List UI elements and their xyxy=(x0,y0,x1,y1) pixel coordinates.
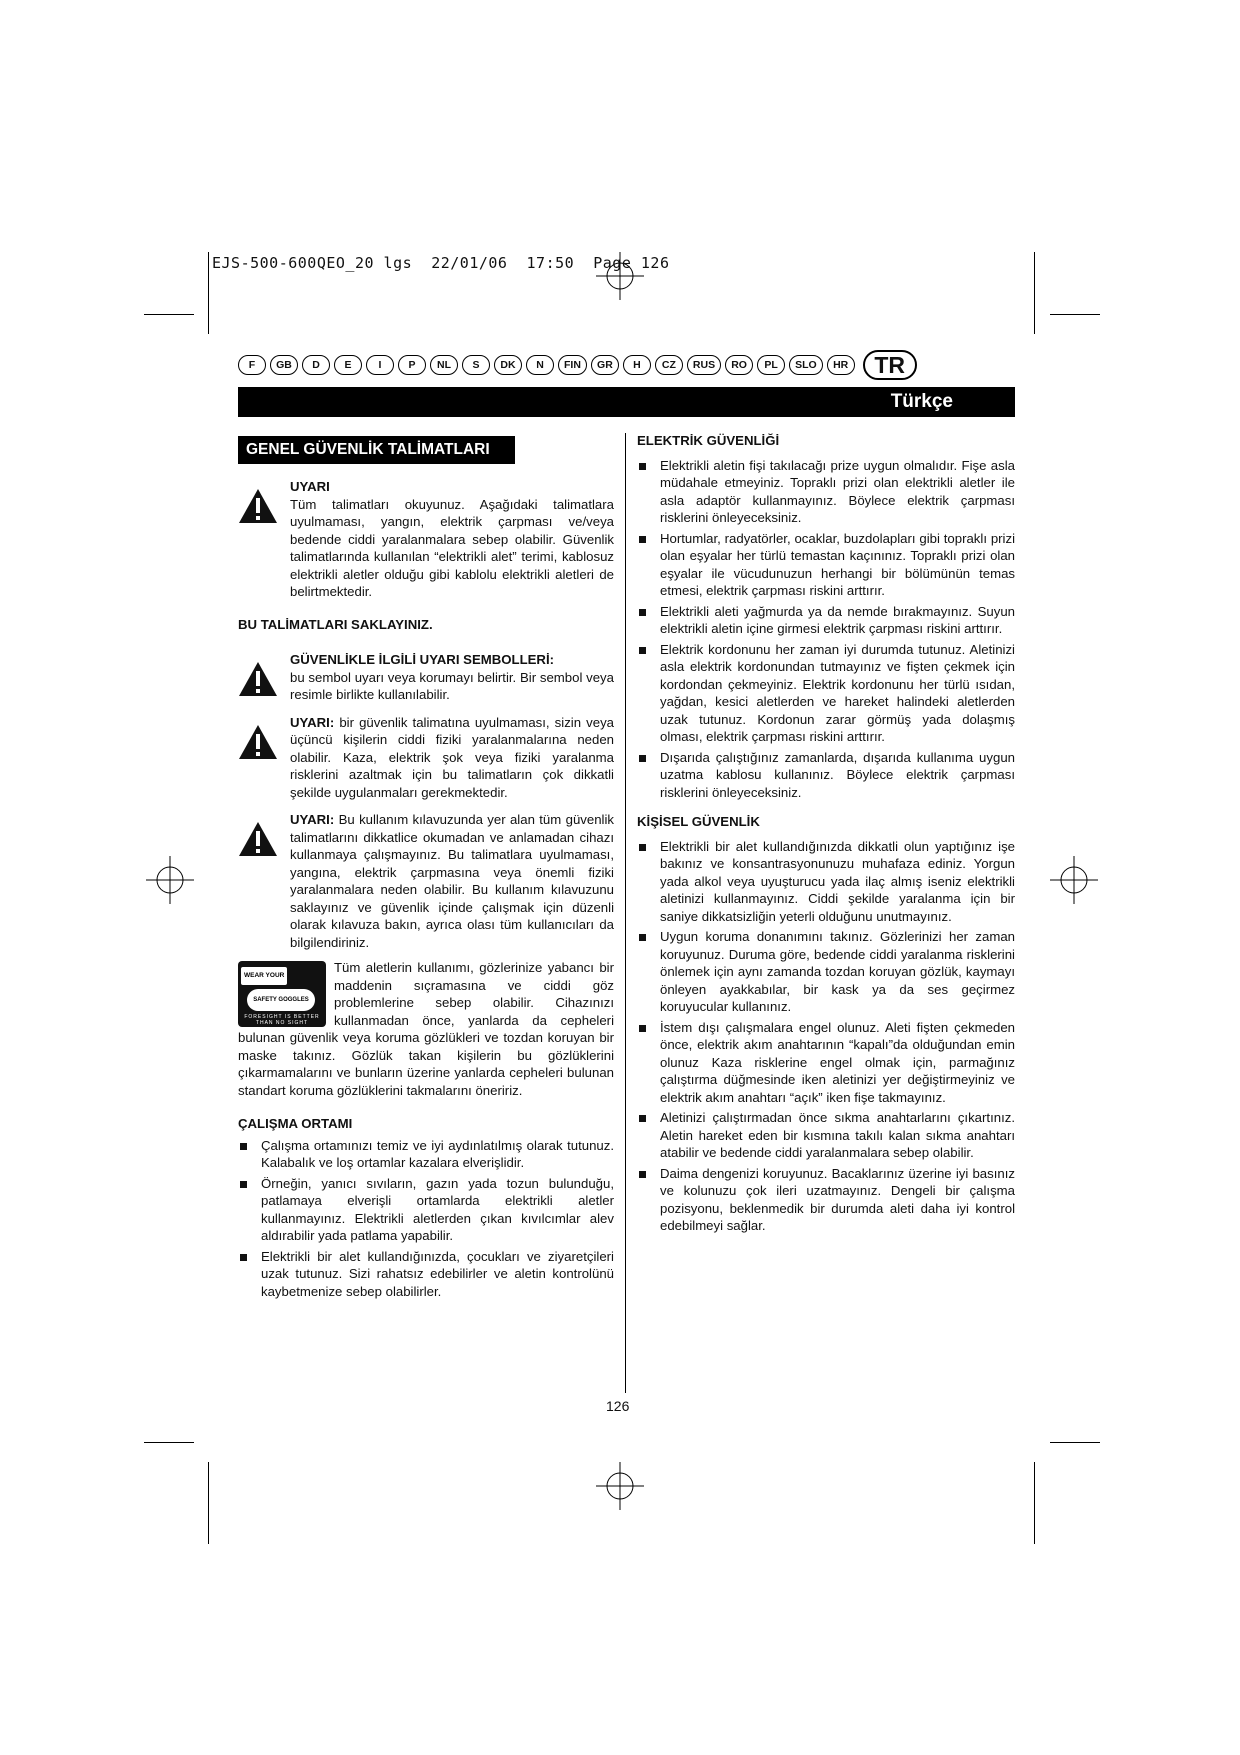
warning-block-symbols xyxy=(238,651,614,704)
list-item: Elektrikli bir alet kullandığınızda, çocukları ve ziyaretçileri uzak tutunuz. Sizi rahatsız edebilirler ve aletin kontrolünü kaybetmenize sebep olabilirler. xyxy=(238,1248,614,1301)
symbols-text: bu sembol uyarı veya korumayı belirtir. Bir sembol veya resimle birlikte kullanılabilir. xyxy=(290,669,614,702)
left-column xyxy=(238,436,614,1303)
warning-block-1 xyxy=(238,478,614,601)
language-bar xyxy=(238,350,917,380)
warning-triangle-icon xyxy=(238,714,278,802)
list-item: Aletinizi çalıştırmadan önce sıkma anahtarlarını çıkartınız. Aletin hareket eden bir kısmına takılı kalan sıkma anahtarı atabilir ve bedende ciddi yaralanmalara sebep olabilir. xyxy=(637,1109,1015,1162)
page-number: 126 xyxy=(606,1398,630,1414)
crop-mark xyxy=(208,252,209,334)
crop-mark xyxy=(1034,252,1035,334)
language-hr[interactable]: HR xyxy=(827,355,855,375)
list-item: İstem dışı çalışmalara engel olunuz. Aleti fişten çekmeden önce, elektrik akım anahtarının “kapalı”da olduğundan emin olunuz Kaza risklerine engel olmak için, parmağınız çalıştırma düğmesinde iken aletinizi yer değiştirmeyiniz ve elektrik akım anahtarı “açık” iken fişe takmayınız. xyxy=(637,1019,1015,1107)
registration-mark-bottom xyxy=(596,1462,644,1510)
warning-text: Bu kullanım kılavuzunda yer alan tüm güvenlik talimatlarını dikkatlice okumadan ve anlamadan cihazı kullanmaya çalışmayınız. Bu talimatlara uyulmaması, yangına, elektrik çarpmasına veya önemli fiziki yaralanmalara neden olabilir. Bu kullanım kılavuzunu saklayınız ve güvenlik içinde çalışmak için düzenli olarak kılavuza bakın, ayrıca olası tüm kullanıcıları da bilgilendiriniz. xyxy=(290,812,614,950)
language-nl[interactable]: NL xyxy=(430,355,458,375)
warning-label: UYARI: xyxy=(290,812,335,827)
warning-text: Tüm talimatları okuyunuz. Aşağıdaki talimatlara uyulmaması, yangın, elektrik çarpması ve/veya bedende ciddi yaralanmalara sebep olabilir. Güvenlik talimatlarında kullanılan “elektrikli alet” terimi, kablosuz elektrikli aletler olduğu gibi kablolu elektrikli aletleri de belirtmektedir. xyxy=(290,496,614,599)
list-item: Uygun koruma donanımını takınız. Gözlerinizi her zaman koruyunuz. Duruma göre, bedende ciddi yaralanma risklerini önlemek için aynı zamanda tozdan koruyan gözlük, kaymayı önleyen ayakkabılar, bir kask ya da ses geçirmez koruyucular kullanınız. xyxy=(637,928,1015,1016)
list-item: Daima dengenizi koruyunuz. Bacaklarınız üzerine iyi basınız ve kolunuzu çok ileri uzatmayınız. Dengeli bir çalışma pozisyonu, beklenmedik bir durumda aleti daha iyi kontrol edebilmeyi sağlar. xyxy=(637,1165,1015,1235)
electrical-safety-list xyxy=(637,457,1015,802)
warning-title: UYARI xyxy=(290,479,330,494)
crop-mark xyxy=(144,314,194,315)
language-gr[interactable]: GR xyxy=(591,355,619,375)
warning-block-3 xyxy=(238,811,614,951)
language-pl[interactable]: PL xyxy=(757,355,785,375)
section-title: GENEL GÜVENLİK TALİMATLARI xyxy=(238,436,515,464)
language-active[interactable]: TR xyxy=(863,350,917,380)
language-slo[interactable]: SLO xyxy=(789,355,823,375)
list-item: Hortumlar, radyatörler, ocaklar, buzdolapları gibi topraklı prizi olan eşyalar her türlü temastan kaçınınız. Topraklı prizi olan eşyalar ile vücudunuzun herhangi bir bölümünün temas etmesi, elektrik çarpması riskini arttırır. xyxy=(637,530,1015,600)
crop-mark xyxy=(1050,314,1100,315)
print-header: EJS-500-600QEO_20 lgs 22/01/06 17:50 Page 126 xyxy=(212,254,670,272)
registration-mark-left xyxy=(146,856,194,904)
list-item: Elektrikli aleti yağmurda ya da nemde bırakmayınız. Suyun elektrikli aletin içine girmesi elektrik çarpması riskini arttırır. xyxy=(637,603,1015,638)
language-n[interactable]: N xyxy=(526,355,554,375)
crop-mark xyxy=(1050,1442,1100,1443)
list-item: Örneğin, yanıcı sıvıların, gazın yada tozun bulunduğu, patlamaya elverişli ortamlarda elektrikli aletler kullanmayınız. Elektrikli aletlerden çıkan kıvılcımlar alev aldırabilir yada patlama yapabilir. xyxy=(238,1175,614,1245)
warning-triangle-icon xyxy=(238,811,278,951)
crop-mark xyxy=(1034,1462,1035,1544)
list-item: Dışarıda çalıştığınız zamanlarda, dışarıda kullanıma uygun uzatma kablosu kullanınız. Böylece elektrik çarpması risklerini önleyeceksiniz. xyxy=(637,749,1015,802)
crop-mark xyxy=(208,1462,209,1544)
goggles-sign-bottom: FORESIGHT IS BETTER THAN NO SIGHT xyxy=(244,1013,320,1026)
language-s[interactable]: S xyxy=(462,355,490,375)
language-rus[interactable]: RUS xyxy=(687,355,721,375)
warning-triangle-icon xyxy=(238,651,278,704)
language-f[interactable]: F xyxy=(238,355,266,375)
language-dk[interactable]: DK xyxy=(494,355,522,375)
page-title: Türkçe xyxy=(238,387,1015,417)
language-cz[interactable]: CZ xyxy=(655,355,683,375)
language-i[interactable]: I xyxy=(366,355,394,375)
warning-triangle-icon xyxy=(238,478,278,601)
electrical-safety-heading: ELEKTRİK GÜVENLİĞİ xyxy=(637,433,780,448)
warning-block-2 xyxy=(238,714,614,802)
language-e[interactable]: E xyxy=(334,355,362,375)
work-area-list xyxy=(238,1137,614,1301)
save-instructions-heading: BU TALİMATLARI SAKLAYINIZ. xyxy=(238,616,433,632)
goggles-block xyxy=(238,959,614,1099)
column-divider xyxy=(625,433,626,1393)
warning-text: bir güvenlik talimatına uyulmaması, sizin veya üçüncü kişilerin ciddi fiziki yaralanmalarına neden olabilir. Kaza, elektrik şok veya fiziki yaralanma risklerini azaltmak için bu talimatların çok dikkatli şekilde uygulanmaları gerekmektedir. xyxy=(290,714,614,800)
symbols-title: GÜVENLİKLE İLGİLİ UYARI SEMBOLLERİ: xyxy=(290,652,555,667)
list-item: Elektrikli bir alet kullandığınızda dikkatli olun yaptığınız işe bakınız ve konsantrasyonunuzu muhafaza ediniz. Yorgun yada alkol veya uyuşturucu yada ilaç almış iseniz elektrikli aletinizi kullanmayınız. Ciddi şekilde yaralanma için bir saniye dikkatsizliğin yeterli olduğunu unutmayınız. xyxy=(637,838,1015,926)
language-fin[interactable]: FIN xyxy=(558,355,587,375)
list-item: Elektrikli aletin fişi takılacağı prize uygun olmalıdır. Fişe asla müdahale etmeyiniz. Topraklı prizi olan elektrikli aletler ile asla adaptör kullanmayınız. Böylece elektrik çarpması risklerini önleyeceksiniz. xyxy=(637,457,1015,527)
goggles-text: Tüm aletlerin kullanımı, gözlerinize yabancı bir maddenin sıçramasına ve ciddi göz problemlerine sebep olabilir. Cihazınızı kullanmadan önce, yanlarda da cepheleri bulunan güvenlik veya koruma gözlükleri ve tozdan koruyan bir maske takınız. Gözlük takan kişilerin bu gözlüklerini çıkarmamalarını ve bunların üzerine yanlarda cepheleri bulunan standart koruma gözlüklerini takmalarını öneririz. xyxy=(238,960,614,1098)
language-h[interactable]: H xyxy=(623,355,651,375)
warning-label: UYARI: xyxy=(290,714,335,730)
language-ro[interactable]: RO xyxy=(725,355,753,375)
language-gb[interactable]: GB xyxy=(270,355,298,375)
list-item: Elektrik kordonunu her zaman iyi durumda tutunuz. Aletinizi asla elektrik kordonundan tutmayınız ve fişten çekmek için kordondan çekmeyiniz. Elektrik kordonunu her türlü ısıdan, yağdan, kesici aletlerden ve hareket halindeki aletlerden uzak tutunuz. Kordonun zarar görmüş yada dolaşmış olması, elektrik çarpması riskini arttırır. xyxy=(637,641,1015,746)
registration-mark-right xyxy=(1050,856,1098,904)
work-area-heading: ÇALIŞMA ORTAMI xyxy=(238,1116,353,1131)
list-item: Çalışma ortamınızı temiz ve iyi aydınlatılmış olarak tutunuz. Kalabalık ve loş ortamlar kazalara elverişlidir. xyxy=(238,1137,614,1172)
goggles-sign-mid: SAFETY GOGGLES xyxy=(247,989,315,1011)
right-column xyxy=(637,432,1015,1238)
personal-safety-heading: KİŞİSEL GÜVENLİK xyxy=(637,814,760,829)
safety-goggles-icon xyxy=(238,961,326,1027)
crop-mark xyxy=(144,1442,194,1443)
personal-safety-list xyxy=(637,838,1015,1235)
language-d[interactable]: D xyxy=(302,355,330,375)
language-p[interactable]: P xyxy=(398,355,426,375)
goggles-sign-top: WEAR YOUR xyxy=(241,967,287,985)
